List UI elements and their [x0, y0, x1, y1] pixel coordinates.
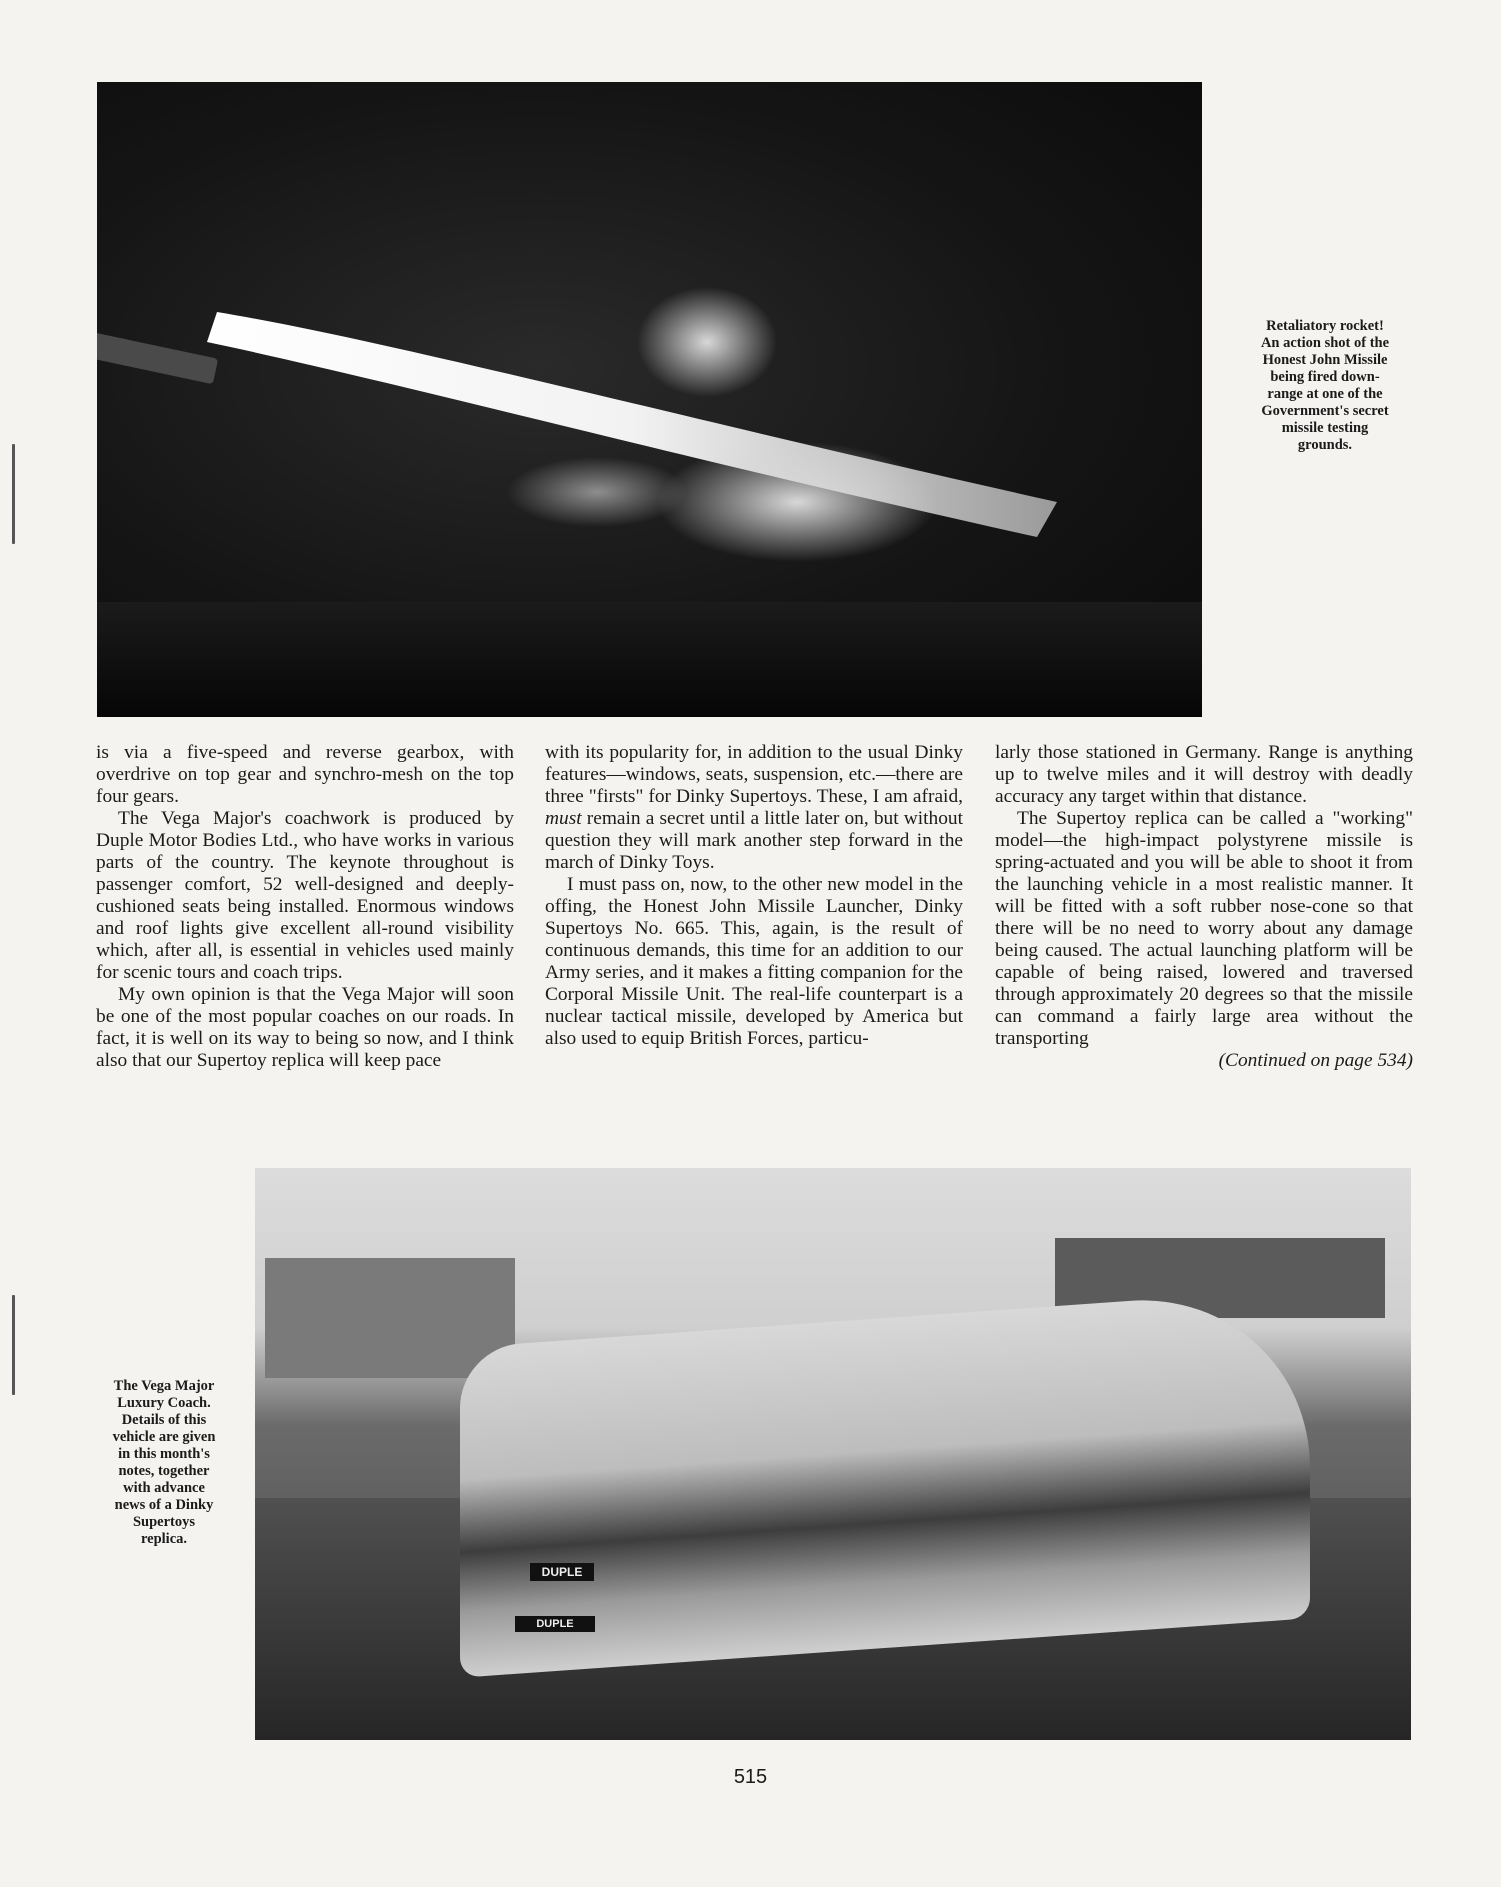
- paragraph: is via a five-speed and reverse gearbox, with overdrive on top gear and synchro-mesh on the top four gears.: [96, 742, 514, 807]
- missile-launch-photo: [97, 82, 1202, 717]
- paragraph: [545, 742, 963, 874]
- house-left: [265, 1258, 515, 1378]
- scan-mark: [12, 444, 15, 544]
- continued-note: (Continued on page 534): [1218, 1050, 1413, 1071]
- number-plate: DUPLE: [515, 1616, 595, 1632]
- paragraph: The Vega Major's coachwork is produced by Duple Motor Bodies Ltd., who have works in various parts of the country. The keynote throughout is passenger comfort, 52 well-designed and deeply-cushioned seats being installed. Enormous windows and roof lights give excellent all-round visibility which, after all, is essential in vehicles used mainly for scenic tours and coach trips.: [96, 808, 514, 983]
- paragraph: I must pass on, now, to the other new model in the offing, the Honest John Missile Launcher, Dinky Supertoys No. 665. This, again, is the result of continuous demands, this time for an addition to our Army series, and it makes a fitting companion for the Corporal Missile Unit. The real-life counterpart is a nuclear tactical missile, developed by America but also used to equip British Forces, particu-: [545, 874, 963, 1049]
- page-number: 515: [733, 1766, 768, 1788]
- bottom-photo-caption: The Vega Major Luxury Coach. Details of this vehicle are given in this month's notes, together with advance news of a Dinky Supertoys replica.: [112, 1378, 216, 1547]
- article-column-1: [96, 742, 514, 1072]
- paragraph: My own opinion is that the Vega Major will soon be one of the most popular coaches on our roads. In fact, it is well on its way to being so now, and I think also that our Supertoy replica will keep pace: [96, 984, 514, 1071]
- article-column-2: [545, 742, 963, 1050]
- number-plate: DUPLE: [530, 1563, 594, 1581]
- vega-major-coach-photo: [255, 1168, 1411, 1740]
- emphasis: must: [545, 808, 582, 829]
- text-run: with its popularity for, in addition to the usual Dinky features—windows, seats, suspension, etc.—there are three "firsts" for Dinky Supertoys. These, I am afraid,: [545, 742, 963, 807]
- paragraph: larly those stationed in Germany. Range is anything up to twelve miles and it will destroy with deadly accuracy any target within that distance.: [995, 742, 1413, 807]
- paragraph: The Supertoy replica can be called a "working" model—the high-impact polystyrene missile is spring-actuated and you will be able to shoot it from the launching vehicle in a most realistic manner. It will be fitted with a soft rubber nose-cone so that there will be no need to worry about any damage being caused. The actual launching platform will be capable of being raised, lowered and traversed through approximately 20 degrees so that the missile can command a fairly large area without the transporting: [995, 808, 1413, 1049]
- text-run: remain a secret until a little later on, but without question they will mark another step forward in the march of Dinky Toys.: [545, 808, 963, 873]
- top-photo-caption: Retaliatory rocket! An action shot of the Honest John Missile being fired down- range at one of the Government's secret missile testing grounds.: [1260, 318, 1390, 453]
- dark-ground: [97, 602, 1202, 717]
- article-column-3: [995, 742, 1413, 1072]
- scan-mark: [12, 1295, 15, 1395]
